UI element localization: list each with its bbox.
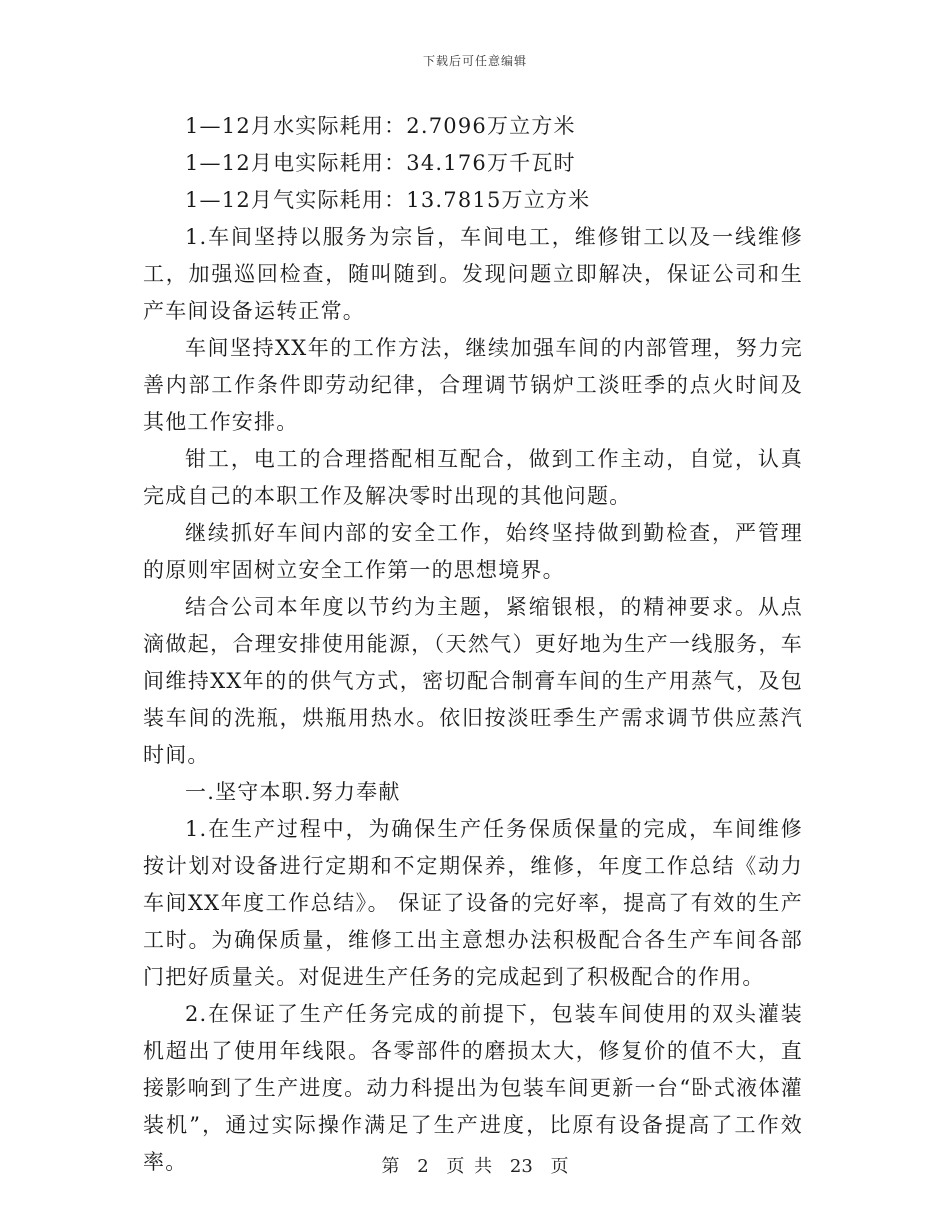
section-heading: 一.坚守本职.努力奉献 [185, 780, 401, 804]
footer-prefix: 第 [381, 1156, 400, 1177]
paragraph-management: 车间坚持XX年的工作方法，继续加强车间的内部管理，努力完善内部工作条件即劳动纪律，合理调节锅炉工淡旺季的点火时间及其他工作安排。 [143, 336, 803, 434]
paragraph-equipment-update: 2.在保证了生产任务完成的前提下，包装车间使用的双头灌装机超出了使用年线限。各零部件的磨损太大，修复价的值不大，直接影响到了生产进度。动力科提出为包装车间更新一台“卧式液体灌装机”，通过实际操作满足了生产进度，比原有设备提高了工作效率。 [143, 1002, 803, 1174]
footer-middle: 页 共 [446, 1156, 493, 1177]
paragraph-service: 1.车间坚持以服务为宗旨，车间电工，维修钳工以及一线维修工，加强巡回检查，随叫随到。发现问题立即解决，保证公司和生产车间设备运转正常。 [143, 225, 803, 323]
footer-suffix: 页 [550, 1156, 569, 1177]
paragraph-safety: 继续抓好车间内部的安全工作，始终坚持做到勤检查，严管理的原则牢固树立安全工作第一的思想境界。 [143, 521, 803, 582]
paragraph-energy-saving: 结合公司本年度以节约为主题，紧缩银根，的精神要求。从点滴做起，合理安排使用能源，（天然气）更好地为生产一线服务，车间维持XX年的的供气方式，密切配合制膏车间的生产用蒸气，及包装车间的洗瓶，烘瓶用热水。依旧按淡旺季生产需求调节供应蒸汽时间。 [143, 595, 803, 767]
paragraph-cooperation: 钳工，电工的合理搭配相互配合，做到工作主动，自觉，认真完成自己的本职工作及解决零时出现的其他问题。 [143, 447, 803, 508]
page-header-note: 下载后可任意编辑 [422, 54, 527, 68]
paragraph-electricity-usage: 1—12月电实际耗用：34.176万千瓦时 [185, 151, 576, 175]
footer-total-pages: 23 [509, 1156, 533, 1177]
document-body [143, 108, 803, 1181]
footer-page-number: 2 [417, 1156, 429, 1177]
paragraph-maintenance: 1.在生产过程中，为确保生产任务保质保量的完成，车间维修按计划对设备进行定期和不定期保养，维修，年度工作总结《动力车间XX年度工作总结》。 保证了设备的完好率，提高了有效的生产工时。为确保质量，维修工出主意想办法积极配合各生产车间各部门把好质量关。对促进生产任务的完成起到了积极配合的作用。 [143, 817, 803, 989]
paragraph-water-usage: 1—12月水实际耗用：2.7096万立方米 [185, 114, 576, 138]
page-footer [0, 1152, 950, 1178]
paragraph-gas-usage: 1—12月气实际耗用：13.7815万立方米 [185, 188, 591, 212]
